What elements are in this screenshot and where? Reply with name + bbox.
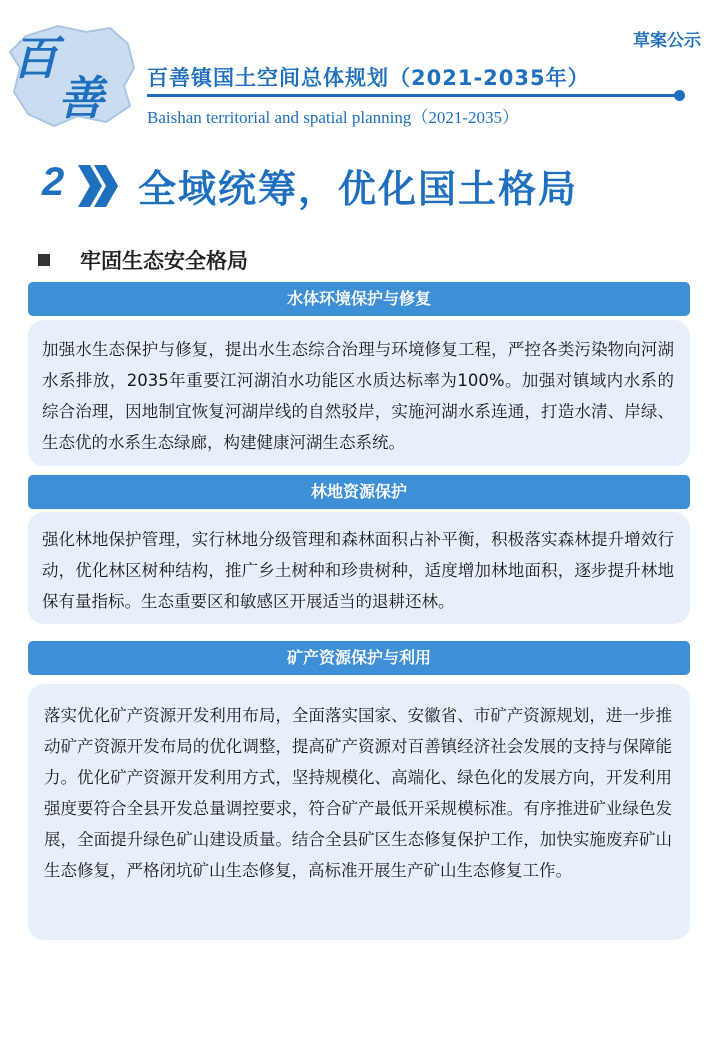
block-heading-mineral: 矿产资源保护与利用 (28, 641, 690, 675)
block-text: 落实优化矿产资源开发利用布局，全面落实国家、安徽省、市矿产资源规划，进一步推动矿产资源开发布局的优化调整，提高矿产资源对百善镇经济社会发展的支持与保障能力。优化矿产资源开发利用方式，坚持规模化、高端化、绿色化的发展方向，开发利用强度要符合全县开发总量调控要求，符合矿产最低开采规模标准。有序推进矿业绿色发展，全面提升绿色矿山建设质量。结合全县矿区生态修复保护工作，加快实施废弃矿山生态修复，严格闭坑矿山生态修复，高标准开展生产矿山生态修复工作。 (44, 706, 672, 880)
block-heading-forest: 林地资源保护 (28, 475, 690, 509)
document-subtitle: Baishan territorial and spatial planning（2021-2035） (147, 108, 520, 127)
draft-label: 草案公示 (633, 31, 701, 51)
logo-char-1: 百 (12, 31, 58, 85)
document-title: 百善镇国土空间总体规划（2021-2035年） (147, 66, 590, 90)
title-underline (147, 94, 677, 97)
block-heading-water: 水体环境保护与修复 (28, 282, 690, 316)
block-text: 强化林地保护管理，实行林地分级管理和森林面积占补平衡，积极落实森林提升增效行动，优化林区树种结构，推广乡土树种和珍贵树种，适度增加林地面积，逐步提升林地保有量指标。生态重要区和敏感区开展适当的退耕还林。 (42, 530, 674, 611)
page-header (0, 0, 719, 140)
title-dot (674, 90, 685, 101)
square-bullet-icon (38, 254, 50, 266)
block-body-forest (28, 512, 690, 624)
section-number: 2 (42, 160, 65, 204)
block-body-mineral (28, 684, 690, 940)
subsection-title: 牢固生态安全格局 (80, 249, 248, 273)
section-title: 全域统筹，优化国土格局 (138, 167, 579, 211)
block-text: 加强水生态保护与修复，提出水生态综合治理与环境修复工程，严控各类污染物向河湖水系排放，2035年重要江河湖泊水功能区水质达标率为100%。加强对镇域内水系的综合治理，因地制宜恢复河湖岸线的自然驳岸，实施河湖水系连通，打造水清、岸绿、生态优的水系生态绿廊，构建健康河湖生态系统。 (42, 340, 674, 452)
block-body-water (28, 320, 690, 466)
logo-char-2: 善 (58, 71, 104, 125)
double-chevron-icon (76, 163, 120, 209)
